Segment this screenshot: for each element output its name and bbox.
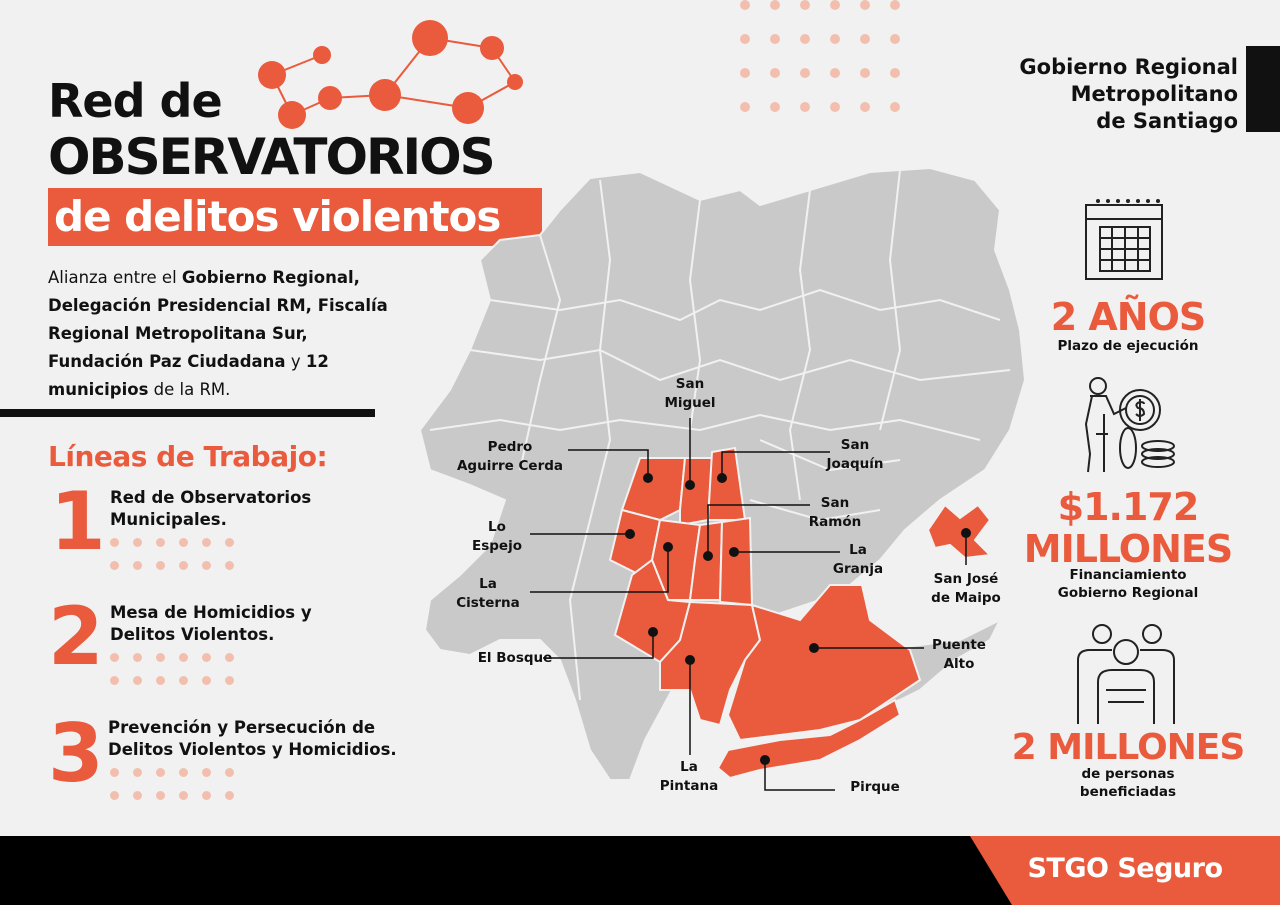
label-el-bosque: El Bosque	[477, 650, 553, 666]
gob-line: Metropolitano	[1070, 82, 1238, 106]
stat-duration-value: 2 AÑOS	[1050, 295, 1206, 339]
label-la-cisterna: La Cisterna	[456, 576, 520, 611]
title-line-2: OBSERVATORIOS	[48, 128, 494, 186]
commune-la-granja	[720, 518, 752, 605]
title-line-3: de delitos violentos	[48, 188, 542, 246]
gobierno-regional-logo-text	[1019, 54, 1238, 135]
label-san-ramon: San Ramón	[808, 495, 862, 530]
gob-line: Gobierno Regional	[1019, 55, 1238, 79]
stat-funding-label-1: Financiamiento	[1069, 567, 1187, 583]
intro-bold: Gobierno Regional,	[181, 268, 360, 287]
stat-duration-label: Plazo de ejecución	[1057, 338, 1199, 354]
stat-people-value: 2 MILLONES	[1011, 727, 1245, 768]
intro-bold: Fundación Paz Ciudadana	[48, 352, 286, 371]
label-la-granja: La Granja	[832, 542, 884, 577]
lineas-title: Líneas de Trabajo:	[48, 440, 328, 473]
label-puente-alto: Puente Alto	[932, 637, 986, 672]
stat-people-label-2: beneficiadas	[1079, 784, 1177, 800]
label-la-pintana: La Pintana	[659, 759, 719, 794]
intro-paragraph	[48, 264, 408, 404]
label-pirque: Pirque	[850, 779, 900, 795]
line-number: 2	[48, 590, 104, 683]
intro-text: de la RM.	[148, 380, 231, 399]
line-text: Mesa de Homicidios y Delitos Violentos.	[110, 603, 312, 644]
label-san-joaquin: San Joaquín	[826, 437, 884, 472]
line-text: Red de Observatorios Municipales.	[110, 488, 312, 529]
stat-funding-unit: MILLONES	[1023, 527, 1233, 571]
commune-san-jose-de-maipo	[928, 505, 990, 558]
gob-accent-bar	[1246, 46, 1280, 132]
footer-brand: STGO Seguro	[1027, 853, 1223, 884]
commune-san-miguel	[680, 458, 712, 525]
calendar-icon	[1080, 193, 1170, 285]
intro-bold: Delegación Presidencial RM, Fiscalía Regional Metropolitana Sur,	[48, 296, 388, 343]
network-graphic	[250, 10, 560, 140]
intro-bold: 12 municipios	[48, 352, 329, 399]
line-number: 3	[48, 707, 104, 800]
gob-line: de Santiago	[1096, 109, 1238, 133]
line-text: Prevención y Persecución de Delitos Violentos y Homicidios.	[108, 718, 397, 759]
item-dots	[110, 538, 234, 570]
line-number: 1	[50, 475, 106, 568]
intro-text: y	[285, 352, 306, 371]
label-pedro-aguirre-cerda: Pedro Aguirre Cerda	[456, 439, 564, 474]
item-dots	[110, 653, 234, 685]
item-dots	[110, 768, 234, 800]
people-icon	[1076, 620, 1176, 728]
intro-text: Alianza entre el	[48, 268, 182, 287]
divider	[0, 409, 375, 417]
label-lo-espejo: Lo Espejo	[472, 519, 522, 554]
stat-people-label-1: de personas	[1081, 766, 1175, 782]
label-san-miguel: San Miguel	[664, 376, 716, 411]
label-san-jose-de-maipo: San José de Maipo	[931, 571, 1001, 606]
stat-funding-value: $1.172	[1057, 485, 1199, 529]
santiago-map	[420, 165, 1040, 805]
money-person-icon	[1078, 374, 1178, 474]
decorative-dots-top	[740, 0, 900, 112]
title-line-1: Red de	[48, 74, 222, 128]
stat-funding-label-2: Gobierno Regional	[1057, 585, 1199, 601]
